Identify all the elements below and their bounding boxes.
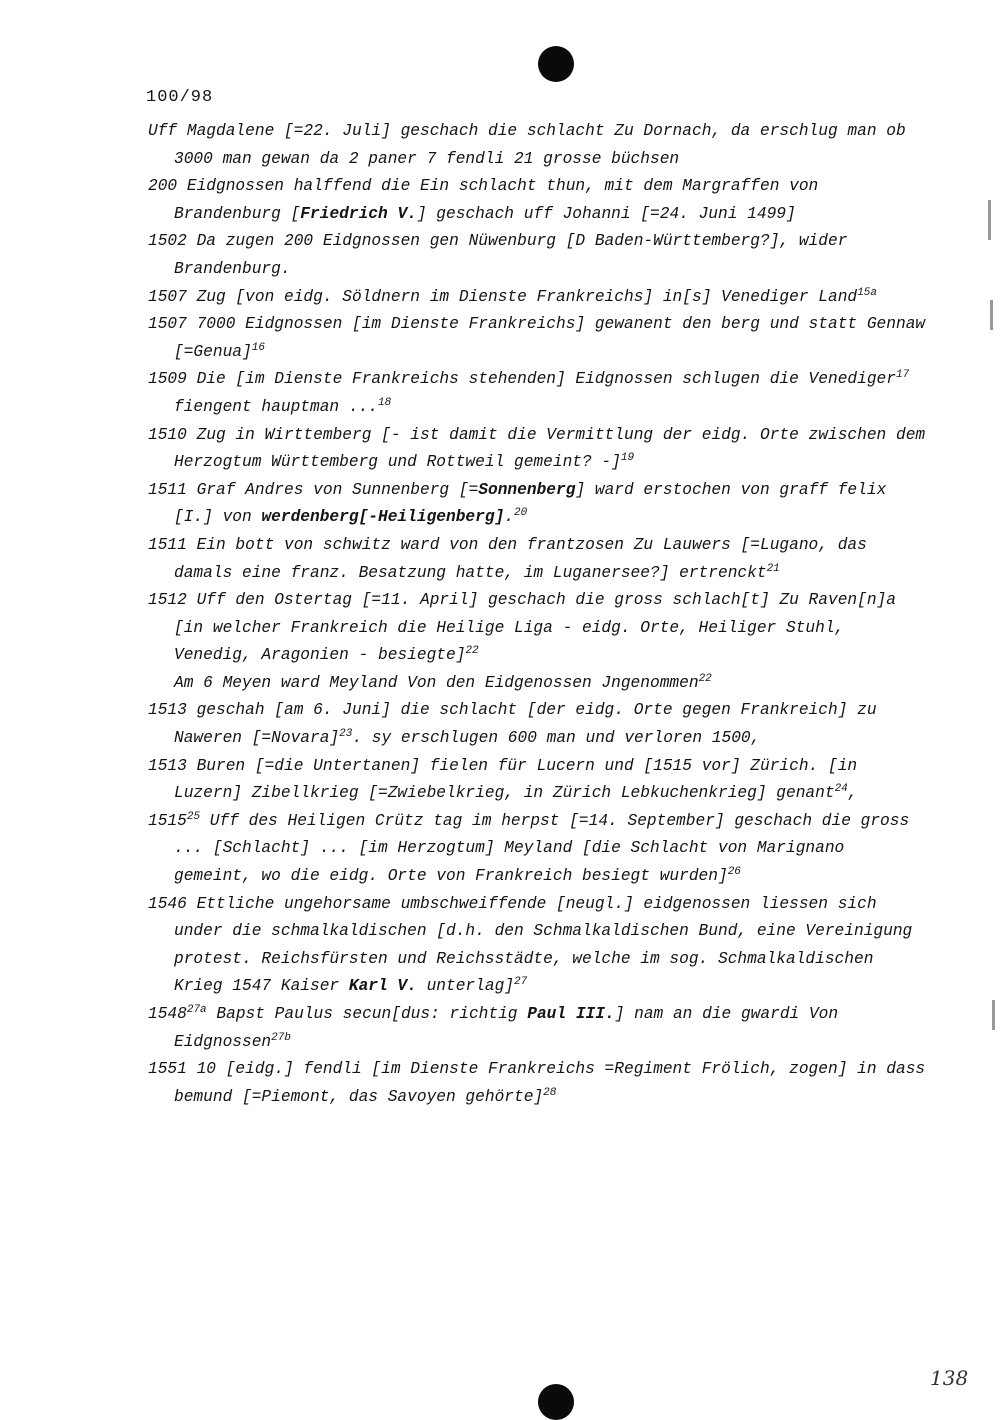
document-body bbox=[148, 118, 928, 1111]
page-number: 100/98 bbox=[146, 88, 214, 107]
chronicle-entry: 1512 Uff den Ostertag [=11. April] geschach die gross schlach[t] Zu Raven[n]a [in welcher Frankreich die Heilige Liga - eidg. Orte, Heiliger Stuhl, Venedig, Aragonien - besiegte]$^{22}$ bbox=[148, 591, 896, 665]
chronicle-entry: 1513 geschah [am 6. Juni] die schlacht [der eidg. Orte gegen Frankreich] zu Naweren [=Novara]$^{23}$. sy erschlugen 600 man und verloren 1500, bbox=[148, 701, 877, 748]
punch-hole-top bbox=[538, 46, 574, 82]
chronicle-entry: 1511 Graf Andres von Sunnenberg [=Sonnenberg] ward erstochen von graff felix [I.] von werdenberg[-Heiligenberg].$^{20}$ bbox=[148, 480, 887, 527]
chronicle-entry: Uff Magdalene [=22. Juli] geschach die schlacht Zu Dornach, da erschlug man ob 3000 man gewan da 2 paner 7 fendli 21 grosse büchsen bbox=[148, 122, 906, 168]
chronicle-entry: 1507 Zug [von eidg. Söldnern im Dienste Frankreichs] in[s] Venediger Land$^{15a}$ bbox=[148, 286, 877, 306]
chronicle-entry: 1546 Ettliche ungehorsame umbschweiffende [neugl.] eidgenossen liessen sich under die schmalkaldischen [d.h. den Schmalkaldischen Bund, eine Vereinigung protest. Reichsfürsten und Reichsstädte, welche im sog. Schmalkaldischen Krieg 1547 Kaiser Karl V. unterlag]$^{27}$ bbox=[148, 894, 913, 996]
chronicle-entry: 1515$^{25}$ Uff des Heiligen Crütz tag im herpst [=14. September] geschach die gross ... [Schlacht] ... [im Herzogtum] Meyland [die Schlacht von Marignano gemeint, wo die eidg. Orte von Frankreich besiegt wurden]$^{26}$ bbox=[148, 810, 910, 886]
scan-edge-mark bbox=[988, 200, 991, 240]
scan-edge-mark bbox=[992, 1000, 995, 1030]
chronicle-entry: 1507 7000 Eidgnossen [im Dienste Frankreichs] gewanent den berg und statt Gennaw [=Genua]$^{16}$ bbox=[148, 315, 926, 361]
chronicle-entry: 1511 Ein bott von schwitz ward von den frantzosen Zu Lauwers [=Lugano, das damals eine franz. Besatzung hatte, im Luganersee?] ertrenckt$^{21}$ bbox=[148, 535, 867, 582]
chronicle-entry: Am 6 Meyen ward Meyland Von den Eidgenossen Jngenommen$^{22}$ bbox=[174, 672, 712, 692]
handwritten-folio-number: 138 bbox=[930, 1366, 969, 1390]
chronicle-entry: 1513 Buren [=die Untertanen] fielen für Lucern und [1515 vor] Zürich. [in Luzern] Zibellkrieg [=Zwiebelkrieg, in Zürich Lebkuchenkrieg] genant$^{24}$, bbox=[148, 756, 858, 803]
scan-edge-mark bbox=[990, 300, 993, 330]
chronicle-entry: 1510 Zug in Wirttemberg [- ist damit die Vermittlung der eidg. Orte zwischen dem Herzogtum Württemberg und Rottweil gemeint? -]$^{19}$ bbox=[148, 425, 926, 472]
chronicle-entry: $1548^{27a}$ Bapst Paulus secun[dus: richtig Paul III.] nam an die gwardi Von Eidgnossen$^{27b}$ bbox=[148, 1003, 839, 1051]
chronicle-entry: 1509 Die [im Dienste Frankreichs stehenden] Eidgnossen schlugen die Venediger$^{17}$ fiengent hauptman ...$^{18}$ bbox=[148, 369, 910, 416]
chronicle-entry: 1551 10 [eidg.] fendli [im Dienste Frankreichs =Regiment Frölich, zogen] in dass bemund [=Piemont, das Savoyen gehörte]$^{28}$ bbox=[148, 1060, 926, 1106]
punch-hole-bottom bbox=[538, 1384, 574, 1420]
chronicle-entry: 1502 Da zugen 200 Eidgnossen gen Nüwenburg [D Baden-Württemberg?], wider Brandenburg. bbox=[148, 232, 848, 278]
chronicle-entry: 200 Eidgnossen halffend die Ein schlacht thun, mit dem Margraffen von Brandenburg [Friedrich V.] geschach uff Johanni [=24. Juni 1499] bbox=[148, 177, 819, 223]
